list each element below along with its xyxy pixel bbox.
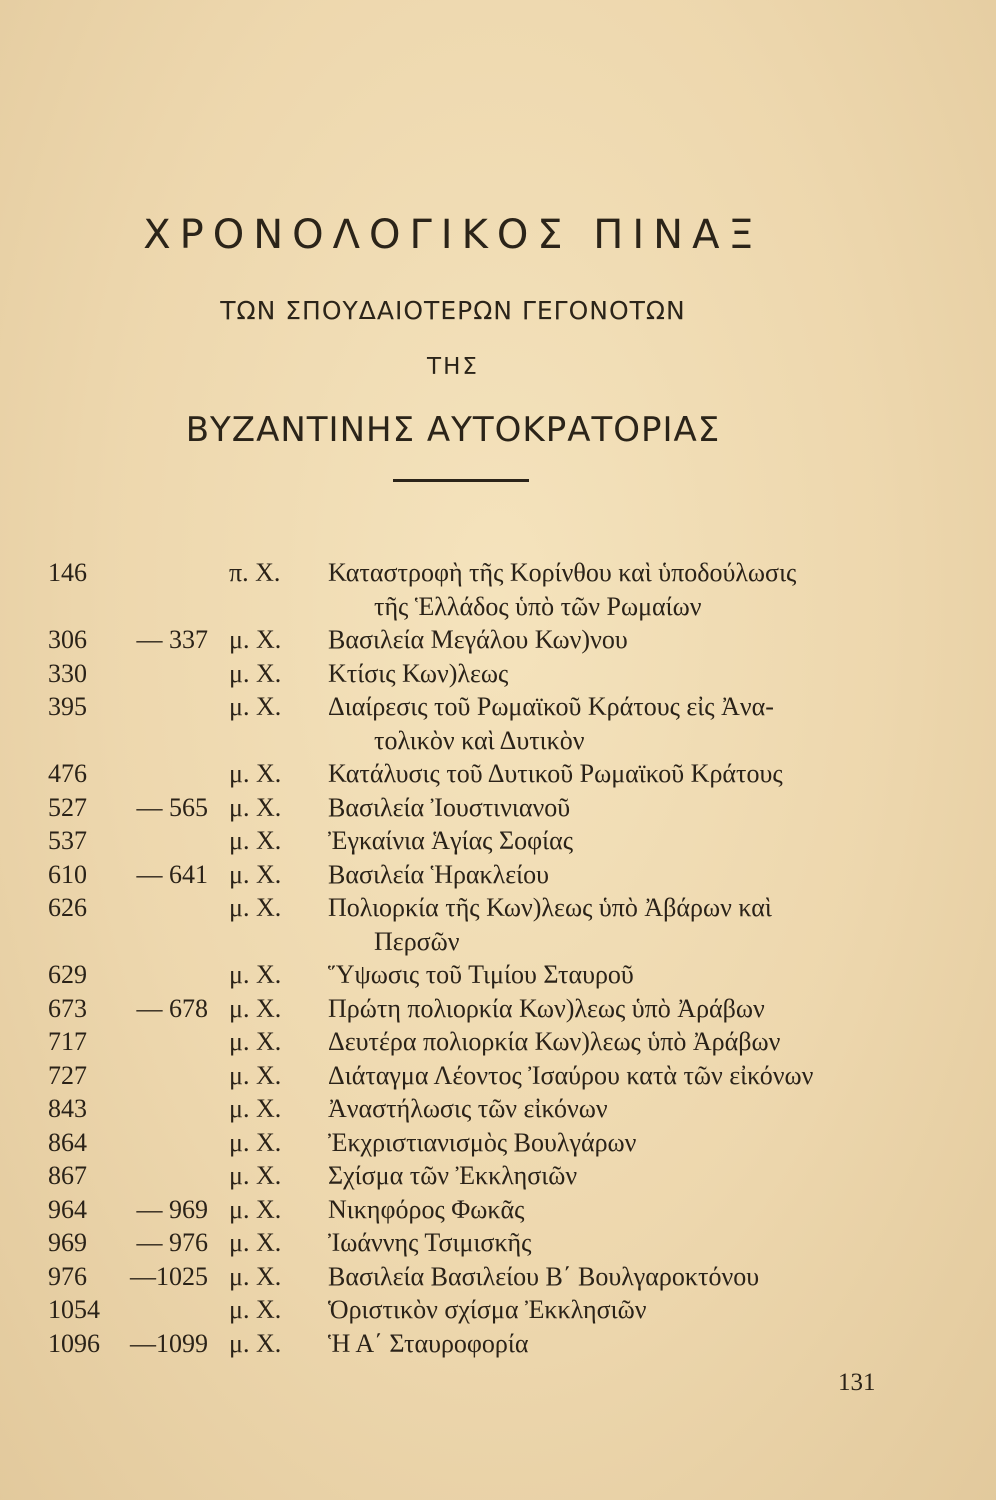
- chronology-entry: [0, 858, 996, 892]
- entry-event: Πολιορκία τῆς Κων)λεως ὑπὸ Ἀβάρων καὶ: [328, 893, 772, 922]
- entry-year-from: 629: [48, 960, 87, 989]
- entry-event: Ἀναστήλωσις τῶν εἰκόνων: [328, 1094, 608, 1123]
- chronology-entry: [0, 1092, 996, 1126]
- entry-era: μ. Χ.: [229, 1194, 282, 1224]
- page-number: 131: [838, 1369, 876, 1396]
- entry-event: Πρώτη πολιορκία Κων)λεως ὑπὸ Ἀράβων: [328, 993, 765, 1023]
- entry-year-from: 969: [48, 1228, 87, 1257]
- entry-event: Ἐκχριστιανισμὸς Βουλγάρων: [328, 1127, 637, 1157]
- entry-year-from: 843: [48, 1094, 87, 1123]
- entry-year-to: —1025: [130, 1261, 208, 1291]
- entry-event: Κατάλυσις τοῦ Δυτικοῦ Ρωμαϊκοῦ Κράτους: [328, 759, 783, 788]
- entry-year-to: — 565: [136, 792, 208, 822]
- chronology-entry: [0, 1193, 996, 1227]
- chronology-entry: [0, 1059, 996, 1093]
- entry-event-continuation: Περσῶν: [374, 926, 460, 956]
- entry-era: μ. Χ.: [229, 1295, 282, 1324]
- chronology-entry: [0, 1025, 996, 1059]
- entry-year-from: 626: [48, 893, 87, 922]
- entry-event-continuation: τῆς Ἑλλάδος ὑπὸ τῶν Ρωμαίων: [374, 591, 702, 621]
- entry-year-from: 306: [48, 625, 87, 654]
- entry-year-to: — 337: [136, 625, 208, 654]
- entry-year-from: 395: [48, 692, 87, 721]
- entry-year-from: 1054: [48, 1295, 100, 1324]
- entry-era: μ. Χ.: [229, 960, 282, 989]
- entry-era: μ. Χ.: [229, 1261, 282, 1291]
- chronology-entry: [0, 657, 996, 691]
- chronology-entry: [0, 1226, 996, 1260]
- entry-event: Κτίσις Κων)λεως: [328, 658, 509, 688]
- chronology-entry: [0, 1126, 996, 1160]
- entry-era: μ. Χ.: [229, 826, 282, 855]
- chronology-entry: [0, 1327, 996, 1361]
- entry-event: Δευτέρα πολιορκία Κων)λεως ὑπὸ Ἀράβων: [328, 1027, 781, 1056]
- entry-year-from: 537: [48, 826, 87, 855]
- entry-event: Ἡ Α΄ Σταυροφορία: [328, 1328, 529, 1358]
- entry-era: μ. Χ.: [229, 893, 282, 922]
- entry-event: Ἰωάννης Τσιμισκῆς: [328, 1228, 532, 1257]
- entry-year-to: — 641: [136, 859, 208, 889]
- entry-year-from: 330: [48, 658, 87, 688]
- entry-era: μ. Χ.: [229, 1027, 282, 1056]
- entry-year-to: — 969: [136, 1194, 208, 1224]
- entry-event: Καταστροφὴ τῆς Κορίνθου καὶ ὑποδούλωσις: [328, 558, 797, 587]
- chronology-entry: [0, 891, 996, 958]
- entry-event: Βασιλεία Βασιλείου Β΄ Βουλγαροκτόνου: [328, 1261, 760, 1291]
- chronology-entry: [0, 623, 996, 657]
- entry-year-from: 673: [48, 993, 87, 1023]
- title-divider: [393, 479, 529, 482]
- chronology-entry: [0, 992, 996, 1026]
- entry-year-from: 964: [48, 1194, 87, 1224]
- entry-era: μ. Χ.: [229, 993, 282, 1023]
- entry-year-from: 476: [48, 759, 87, 788]
- entry-era: μ. Χ.: [229, 759, 282, 788]
- entry-event: Νικηφόρος Φωκᾶς: [328, 1194, 525, 1224]
- chronology-entry: [0, 958, 996, 992]
- entry-year-to: —1099: [130, 1328, 208, 1358]
- chronology-entry: [0, 824, 996, 858]
- entry-event: Διαίρεσις τοῦ Ρωμαϊκοῦ Κράτους εἰς Ἀνα-: [328, 692, 774, 721]
- page-title: ΧΡΟΝΟΛΟΓΙΚΟΣ ΠΙΝΑΞ: [143, 212, 763, 258]
- entry-year-from: 610: [48, 859, 87, 889]
- entry-event: Ὕψωσις τοῦ Τιμίου Σταυροῦ: [328, 960, 634, 989]
- entry-year-from: 1096: [48, 1328, 100, 1358]
- entry-event: Βασιλεία Μεγάλου Κων)νου: [328, 625, 628, 654]
- entry-era: μ. Χ.: [229, 658, 282, 688]
- entry-event: Διάταγμα Λέοντος Ἰσαύρου κατὰ τῶν εἰκόνων: [328, 1060, 814, 1090]
- entry-event: Ἐγκαίνια Ἁγίας Σοφίας: [328, 826, 574, 855]
- entry-era: π. Χ.: [229, 558, 281, 587]
- entry-year-from: 727: [48, 1060, 87, 1090]
- entry-year-to: — 678: [136, 993, 208, 1023]
- chronology-entry: [0, 757, 996, 791]
- entry-year-from: 976: [48, 1261, 87, 1291]
- entry-era: μ. Χ.: [229, 692, 282, 721]
- entry-year-from: 864: [48, 1127, 87, 1157]
- entry-year-from: 717: [48, 1027, 87, 1056]
- entry-era: μ. Χ.: [229, 1094, 282, 1123]
- page-subtitle: ΤΩΝ ΣΠΟΥΔΑΙΟΤΕΡΩΝ ΓΕΓΟΝΟΤΩΝ: [220, 296, 686, 325]
- page-subtitle-connector: ΤΗΣ: [427, 354, 479, 380]
- entry-era: μ. Χ.: [229, 792, 282, 822]
- chronology-entry: [0, 791, 996, 825]
- entry-era: μ. Χ.: [229, 1060, 282, 1090]
- entry-era: μ. Χ.: [229, 625, 282, 654]
- page-subtitle-main: ΒΥΖΑΝΤΙΝΗΣ ΑΥΤΟΚΡΑΤΟΡΙΑΣ: [185, 410, 721, 450]
- chronology-entry: [0, 1293, 996, 1327]
- entry-event-continuation: τολικὸν καὶ Δυτικὸν: [374, 725, 585, 755]
- entry-era: μ. Χ.: [229, 1127, 282, 1157]
- entry-era: μ. Χ.: [229, 1228, 282, 1257]
- entry-event: Βασιλεία Ἰουστινιανοῦ: [328, 792, 571, 822]
- entry-era: μ. Χ.: [229, 1161, 282, 1190]
- chronology-entry: [0, 1159, 996, 1193]
- entry-event: Σχίσμα τῶν Ἐκκλησιῶν: [328, 1161, 578, 1190]
- entry-year-to: — 976: [136, 1228, 208, 1257]
- entry-era: μ. Χ.: [229, 859, 282, 889]
- entry-year-from: 146: [48, 558, 87, 587]
- entry-event: Ὁριστικὸν σχίσμα Ἐκκλησιῶν: [328, 1295, 647, 1324]
- entry-year-from: 527: [48, 792, 87, 822]
- chronology-entry: [0, 690, 996, 757]
- entry-event: Βασιλεία Ἡρακλείου: [328, 859, 550, 889]
- entry-year-from: 867: [48, 1161, 87, 1190]
- entry-era: μ. Χ.: [229, 1328, 282, 1358]
- chronology-entry: [0, 556, 996, 623]
- chronology-table: [0, 556, 996, 1360]
- chronology-entry: [0, 1260, 996, 1294]
